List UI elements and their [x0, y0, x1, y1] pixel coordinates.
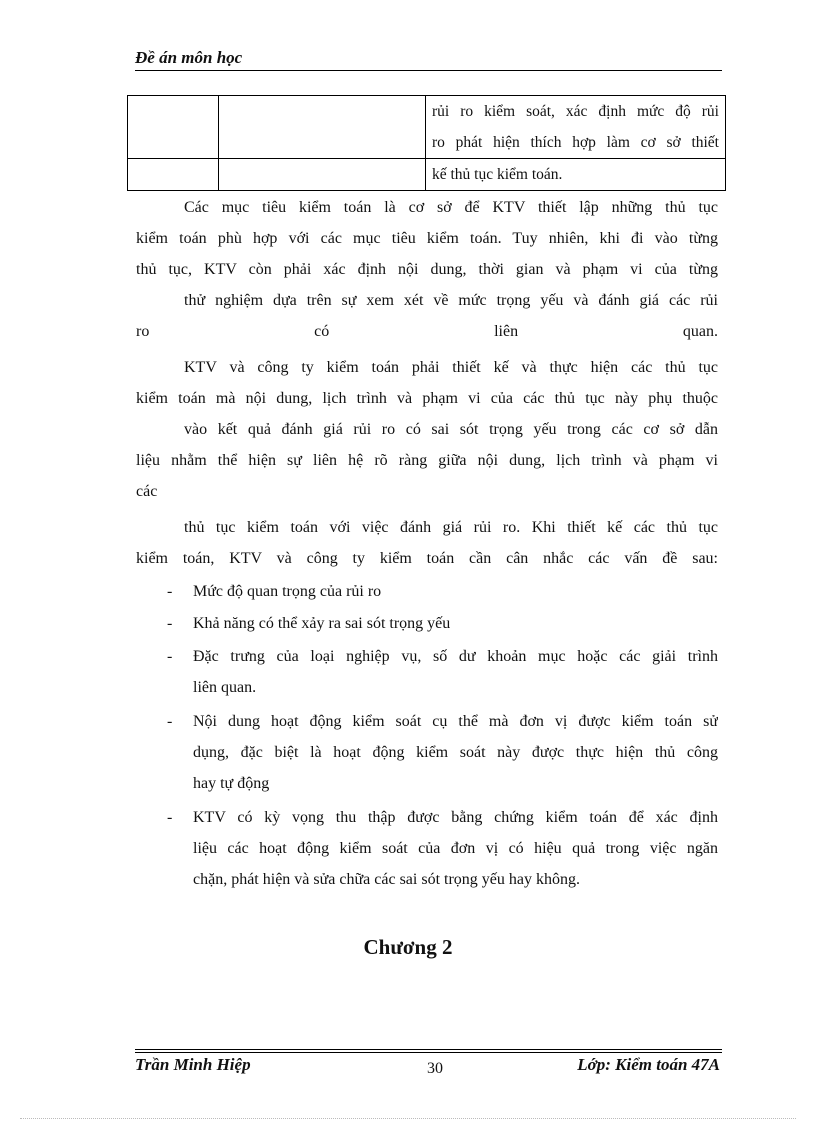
header-rule: [135, 70, 722, 71]
footer-author: Trần Minh Hiệp: [135, 1055, 251, 1074]
page-bottom-divider: [20, 1118, 796, 1119]
bullet-line: Khả năng có thể xảy ra sai sót trọng yếu: [193, 615, 451, 632]
paragraph-3: [136, 512, 718, 574]
text-line: vào kết quả đánh giá rủi ro có sai sót trọng yếu trong các cơ sở dẫn: [184, 421, 718, 438]
bullet-line: Đặc trưng của loại nghiệp vụ, số dư khoản mục hoặc các giải trình: [193, 648, 718, 665]
table-cell: [219, 159, 426, 191]
text-line: ro có liên quan.: [136, 323, 718, 340]
bullet-line: Nội dung hoạt động kiểm soát cụ thể mà đơn vị được kiểm toán sử: [193, 713, 718, 730]
bullet-line: liệu các hoạt động kiểm soát của đơn vị có hiệu quả trong việc ngăn: [193, 840, 718, 857]
text-line: Các mục tiêu kiểm toán là cơ sở để KTV thiết lập những thủ tục: [184, 199, 718, 216]
paragraph-1: [136, 192, 718, 347]
bullet-marker: -: [167, 809, 173, 826]
bullet-item-2: [193, 608, 718, 639]
chapter-title: Chương 2: [363, 935, 453, 959]
text-line: kiểm toán, KTV và công ty kiểm toán cần cân nhắc các vấn đề sau:: [136, 550, 718, 567]
text-line: kiểm toán phù hợp với các mục tiêu kiểm toán. Tuy nhiên, khi đi vào từng: [136, 230, 718, 247]
bullet-line: chặn, phát hiện và sửa chữa các sai sót trọng yếu hay không.: [193, 871, 580, 888]
bullet-marker: -: [167, 713, 173, 730]
table-cell-line: ro phát hiện thích hợp làm cơ sở thiết: [432, 134, 719, 151]
text-line: liệu nhằm thể hiện sự liên hệ rõ ràng giữa nội dung, lịch trình và phạm vi: [136, 452, 718, 469]
text-line: KTV và công ty kiểm toán phải thiết kế và thực hiện các thủ tục: [184, 359, 718, 376]
text-line: các: [136, 483, 158, 500]
bullet-marker: -: [167, 615, 173, 632]
table-cell-line: kế thủ tục kiểm toán.: [432, 166, 563, 183]
bullet-item-5: [193, 802, 718, 895]
bullet-line: liên quan.: [193, 679, 257, 696]
footer-rule: [135, 1049, 722, 1050]
table-cell: [219, 96, 426, 159]
text-line: thủ tục, KTV còn phải xác định nội dung, thời gian và phạm vi của từng: [136, 261, 718, 278]
page-number: 30: [427, 1060, 443, 1077]
bullet-item-3: [193, 641, 718, 703]
table-cell: [426, 96, 726, 159]
bullet-line: hay tự động: [193, 775, 270, 792]
table-cell: [128, 159, 219, 191]
bullet-item-1: [193, 576, 718, 607]
paragraph-2: [136, 352, 718, 507]
bullet-marker: -: [167, 648, 173, 665]
footer-rule: [135, 1052, 722, 1053]
text-line: thử nghiệm dựa trên sự xem xét về mức trọng yếu và đánh giá các rủi: [184, 292, 718, 309]
bullet-line: Mức độ quan trọng của rủi ro: [193, 583, 382, 600]
page-header-title: Đề án môn học: [135, 48, 243, 67]
table-cell: [426, 159, 726, 191]
bullet-item-4: [193, 706, 718, 799]
bullet-line: KTV có kỳ vọng thu thập được bằng chứng kiểm toán để xác định: [193, 809, 718, 826]
footer-class-label: Lớp: Kiểm toán 47A: [577, 1055, 720, 1074]
table-row: [128, 159, 726, 191]
table-row: [128, 96, 726, 159]
content-table: [127, 95, 726, 191]
bullet-marker: -: [167, 583, 173, 600]
table-cell: [128, 96, 219, 159]
text-line: kiểm toán mà nội dung, lịch trình và phạm vi của các thủ tục này phụ thuộc: [136, 390, 718, 407]
table-cell-line: rủi ro kiểm soát, xác định mức độ rủi: [432, 103, 719, 120]
bullet-line: dụng, đặc biệt là hoạt động kiểm soát này được thực hiện thủ công: [193, 744, 718, 761]
text-line: thủ tục kiểm toán với việc đánh giá rủi ro. Khi thiết kế các thủ tục: [184, 519, 718, 536]
